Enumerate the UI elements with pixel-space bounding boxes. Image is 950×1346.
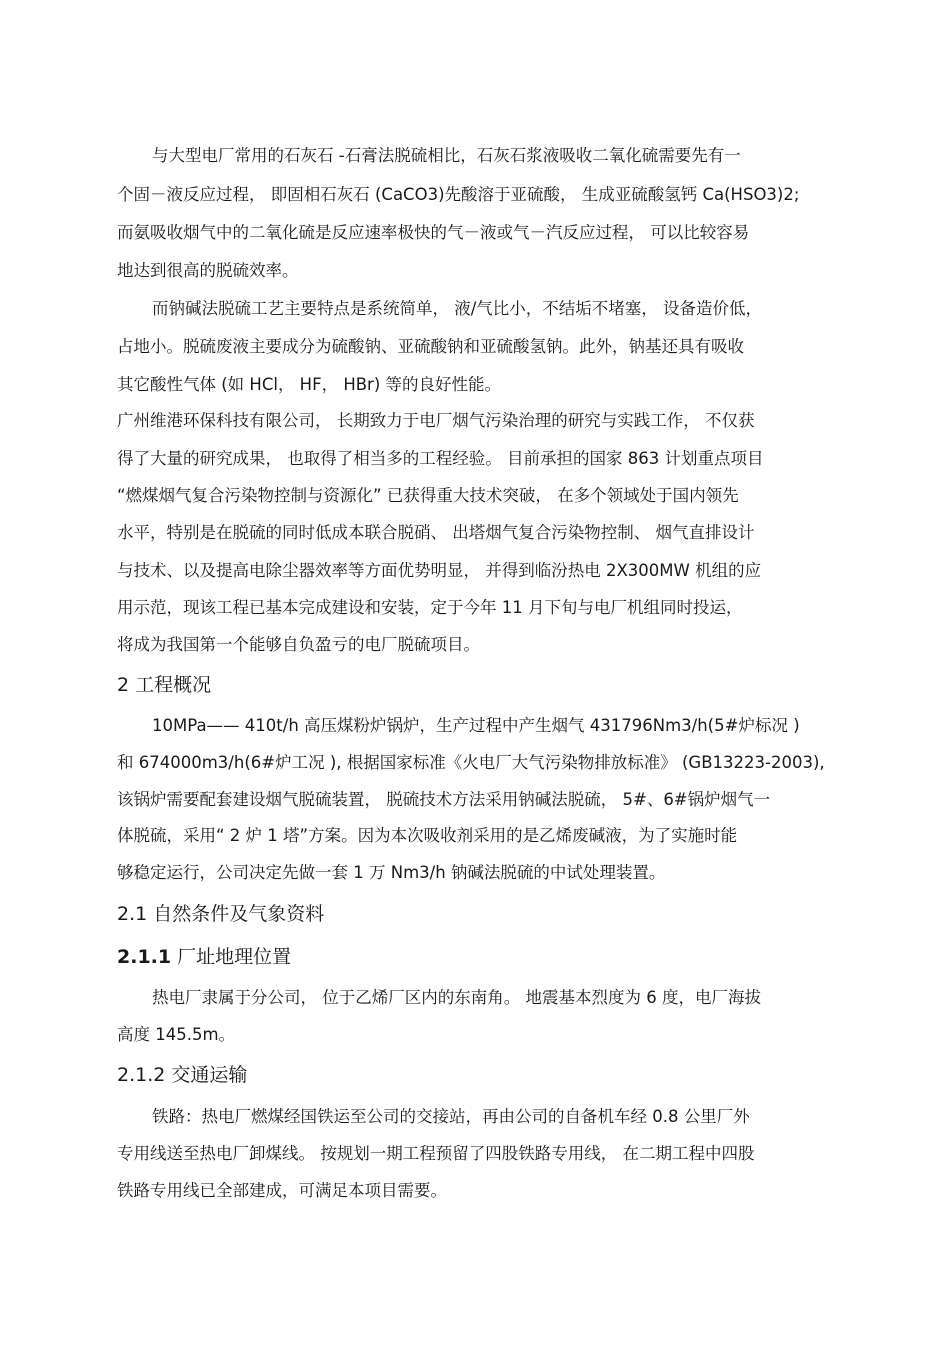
text-line: 得了大量的研究成果， 也取得了相当多的工程经验。 目前承担的国家 863 计划重点项目 [117, 449, 764, 468]
text-line: 和 674000m3/h(6#炉工况 ), 根据国家标准《火电厂大气污染物排放标准》 (GB13223-2003), [117, 753, 825, 772]
text-line: 广州维港环保科技有限公司， 长期致力于电厂烟气污染治理的研究与实践工作， 不仅获 [117, 411, 755, 430]
text-line: 与技术、以及提高电除尘器效率等方面优势明显， 并得到临汾热电 2X300MW 机组的应 [117, 561, 762, 580]
text-line: 而钠碱法脱硫工艺主要特点是系统简单， 液/气比小，不结垢不堵塞， 设备造价低， [152, 299, 763, 318]
text-line: 10MPa—— 410t/h 高压煤粉炉锅炉，生产过程中产生烟气 431796Nm3/h(5#炉标况 ) [152, 716, 800, 735]
text-line: 体脱硫，采用“ 2 炉 1 塔”方案。因为本次吸收剂采用的是乙烯废碱液，为了实施时能 [117, 826, 738, 845]
text-line: 该锅炉需要配套建设烟气脱硫装置， 脱硫技术方法采用钠碱法脱硫， 5#、6#锅炉烟气一 [117, 790, 771, 809]
subsubsection-heading: 2.1.2 交通运输 [117, 1064, 248, 1086]
heading-number: 2.1.1 [117, 946, 172, 968]
section-heading: 2 工程概况 [117, 674, 212, 696]
text-line: 高度 145.5m。 [117, 1025, 236, 1044]
text-line: 与大型电厂常用的石灰石 -石膏法脱硫相比，石灰石浆液吸收二氧化硫需要先有一 [152, 146, 741, 165]
text-line: 铁路：热电厂燃煤经国铁运至公司的交接站，再由公司的自备机车经 0.8 公里厂外 [152, 1107, 750, 1126]
text-line: 个固－液反应过程， 即固相石灰石 (CaCO3)先酸溶于亚硫酸， 生成亚硫酸氢钙 Ca(HSO3)2; [117, 185, 800, 204]
text-line: 地达到很高的脱硫效率。 [117, 261, 299, 280]
text-line: 水平，特别是在脱硫的同时低成本联合脱硝、 出塔烟气复合污染物控制、 烟气直排设计 [117, 523, 755, 542]
text-line: 够稳定运行，公司决定先做一套 1 万 Nm3/h 钠碱法脱硫的中试处理装置。 [117, 863, 666, 882]
text-line: 用示范，现该工程已基本完成建设和安装，定于今年 11 月下旬与电厂机组同时投运， [117, 598, 743, 617]
text-line: “燃煤烟气复合污染物控制与资源化” 已获得重大技术突破， 在多个领域处于国内领先 [117, 486, 739, 505]
text-line: 将成为我国第一个能够自负盈亏的电厂脱硫项目。 [117, 635, 480, 654]
text-line: 专用线送至热电厂卸煤线。 按规划一期工程预留了四股铁路专用线， 在二期工程中四股 [117, 1144, 755, 1163]
subsubsection-heading [117, 944, 291, 970]
text-line: 铁路专用线已全部建成，可满足本项目需要。 [117, 1181, 447, 1200]
text-line: 占地小。脱硫废液主要成分为硫酸钠、亚硫酸钠和亚硫酸氢钠。此外，钠基还具有吸收 [117, 337, 744, 356]
subsection-heading: 2.1 自然条件及气象资料 [117, 903, 325, 925]
text-line: 热电厂隶属于分公司， 位于乙烯厂区内的东南角。 地震基本烈度为 6 度，电厂海拔 [152, 988, 761, 1007]
text-line: 其它酸性气体 (如 HCl， HF， HBr) 等的良好性能。 [117, 375, 502, 394]
heading-text: 厂址地理位置 [171, 946, 292, 968]
text-line: 而氨吸收烟气中的二氧化硫是反应速率极快的气－液或气－汽反应过程， 可以比较容易 [117, 223, 750, 242]
